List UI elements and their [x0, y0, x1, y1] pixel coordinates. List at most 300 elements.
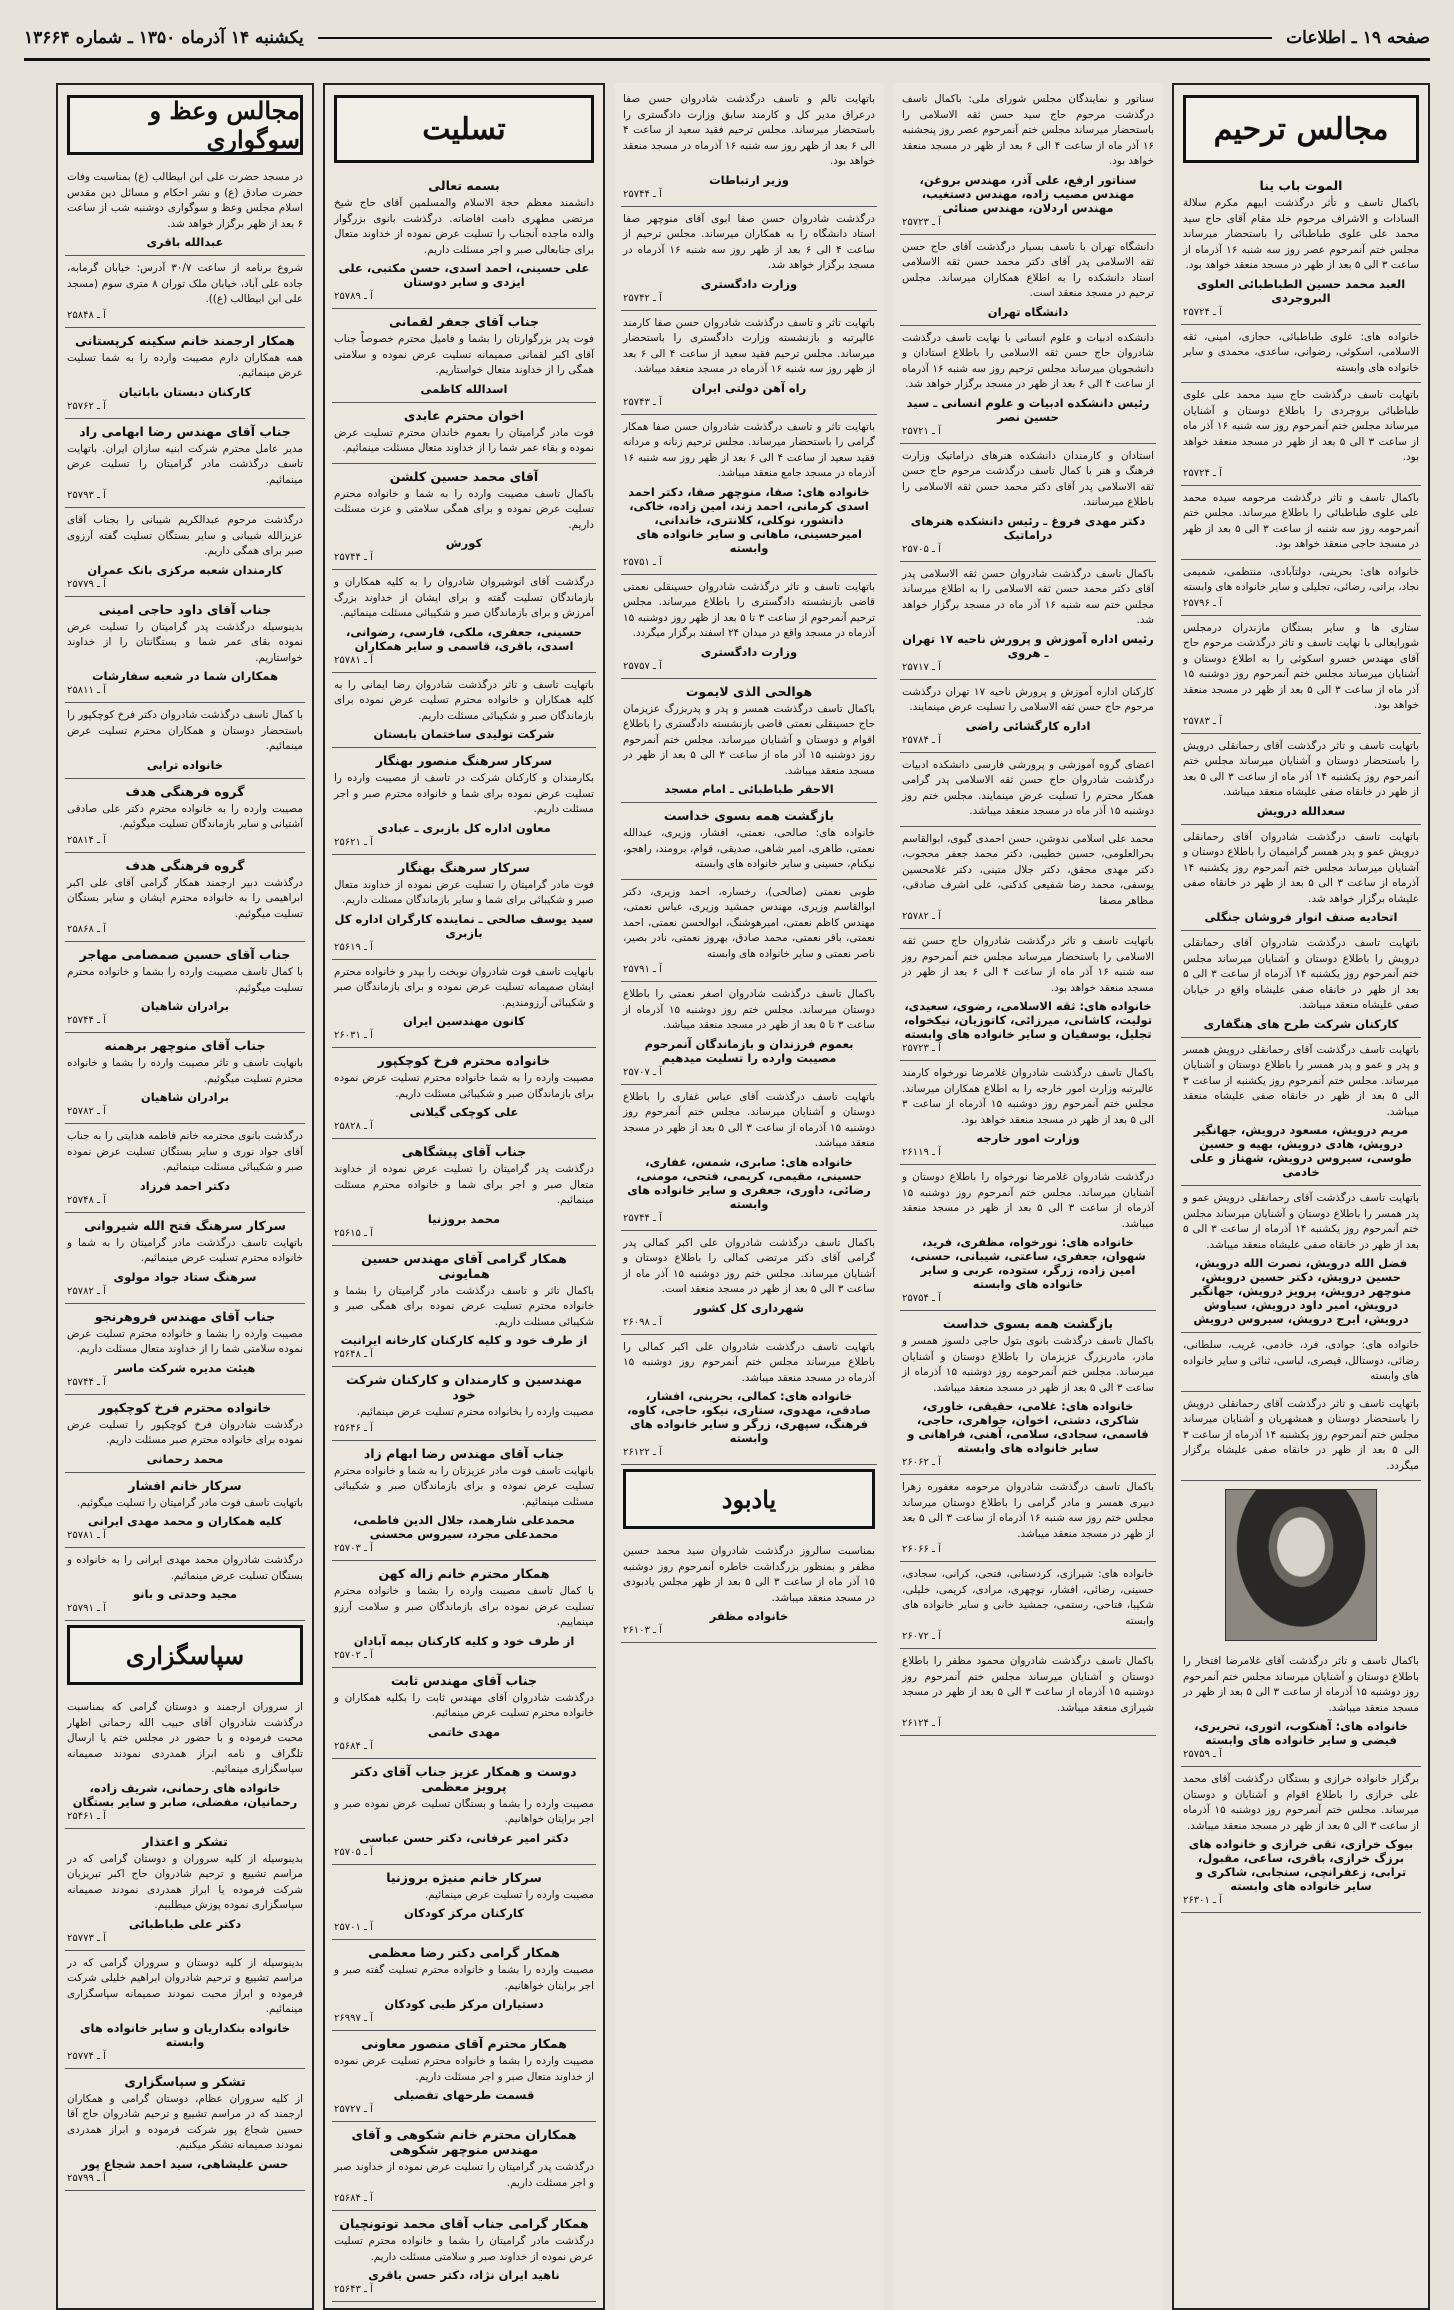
notice-code: آ ـ ۲۵۸۴۸ [67, 309, 106, 321]
notice-code: آ ـ ۲۵۷۲۴ [1183, 467, 1222, 479]
notice-code: آ ـ ۲۵۷۸۱ [67, 1530, 106, 1541]
notice-code: آ ـ ۲۵۷۲۳ [902, 216, 941, 228]
notice-item [332, 309, 596, 403]
notice-title: جناب آقای منوچهر برهمنه [104, 1038, 266, 1053]
notice-signature: مهدی خاتمی [427, 1724, 501, 1739]
notice-code: آ ـ ۲۵۷۱۷ [902, 661, 941, 673]
notice-item [332, 1441, 596, 1562]
notice-signature: کارکنان مرکز کودکان [404, 1906, 524, 1920]
notice-item [900, 753, 1156, 827]
notice-item [1181, 173, 1421, 325]
notice-title: همکار گرامی دکتر رضا معظمی [368, 1945, 560, 1960]
banner-yadbud: یادبود [623, 1469, 875, 1529]
notice-signature: خانواده های: نورخواه، مظفری، فرید، شهوان، جعفری، ساعتی، شیبانی، حسنی، امین زاده، زرگر، ستوده، عربی و سایر خانواده های وابسته [910, 1235, 1146, 1291]
notice-signature: کلیه همکاران و محمد مهدی ایرانی [87, 1514, 283, 1528]
notice-title: همکار ارجمند خانم سکینه کرپستانی [75, 332, 295, 348]
notice-title: جناب آقای جعفر لقمانی [389, 314, 539, 329]
notice-body: باتهایت تاسف و تاثر درگذشت شادروان حسینقلی نعمتی قاضی بازنشسته دادگستری را باطلاع میرساند. مجلس ترحیم آنمرحوم از ساعت ۳ تا ۵ بعد از ظهر روز دوشنبه ۱۵ آذرماه در مسجد واقع در میدان ۲۴ اسفند برگزار میگردد. [623, 580, 876, 639]
notice-code: آ ـ ۲۵۶۴۸ [334, 1349, 373, 1360]
notice-item [1181, 325, 1421, 384]
notice-signature: مجید وحدتی و بانو [132, 1587, 238, 1601]
notice-signature: از طرف خود و کلیه کارکنان کارخانه ایرانیت [340, 1333, 588, 1347]
notice-body: اعضای گروه آموزشی و پرورشی فارسی دانشکده ادبیات درگذشت شادروان حاج حسن ثقه الاسلامی پدر گرامی همکار محترم را تسلیت عرض مینمایند. مجلس ختم روز دوشنبه ۱۵ آذر ماه در مسجد منعقد میباشد. [902, 758, 1154, 817]
notice-item [332, 2031, 596, 2122]
notice-code: آ ـ ۲۵۶۸۴ [334, 1740, 373, 1752]
column-notices-2 [893, 83, 1163, 2310]
notice-signature: کورش [445, 536, 483, 550]
notice-code: آ ـ ۲۵۷۴۴ [623, 1212, 662, 1224]
notice-body: خانواده های: بحرینی، دولتآبادی، منتظمی، شمیمی نجاد، براتی، رضائی، تجلیلی و سایر خانواده های وابسته [1183, 565, 1419, 593]
notice-item [1181, 383, 1421, 486]
notice-code: آ ـ ۲۵۷۹۳ [67, 490, 106, 501]
notice-signature: مریم درویش، مسعود درویش، جهانگیر درویش، هادی درویش، بهیه و حسین طوسی، سیروس درویش، شهناز و علی خادمی [1189, 1123, 1413, 1179]
notice-code: آ ـ ۲۶۱۱۹ [902, 1147, 941, 1158]
notice-title: تشکر و اعتذار [142, 1833, 228, 1849]
notice-signature: خانواده بنکداریان و سایر خانواده های وابسته [80, 2020, 290, 2049]
notice-code: آ ـ ۲۵۷۹۱ [67, 1603, 106, 1614]
notice-signature: دکتر علی طباطبائی [128, 1916, 242, 1931]
notice-body: باتهایت تاسف فوت مادر گرامیتان را تسلیت میگوئیم. [76, 1496, 303, 1509]
notice-item [332, 2122, 596, 2211]
notice-signature: اسدالله کاظمی [420, 381, 508, 396]
notice-signature: علی حسینی، احمد اسدی، حسن مکتبی، علی ایزدی و سایر دوستان [338, 261, 590, 289]
notice-code: آ ـ ۲۵۷۹۹ [67, 2172, 106, 2184]
notice-item [900, 1562, 1156, 1649]
notice-item [332, 570, 596, 673]
notice-code: آ ـ ۲۵۷۵۱ [623, 556, 662, 568]
notice-signature: خانواده مظفر [709, 1609, 789, 1623]
notice-body: باکمال تاسف مصیبت وارده را به شما و خانواده محترم تسلیت عرض نموده و برای همگی سلامتی و عزت مسئلت داریم. [334, 487, 594, 531]
notice-body: درگذشت دبیر ارجمند همکار گرامی آقای علی اکبر ابراهیمی را به خانواده محترم ایشان و سایر بستگان تسلیت میگوئیم. [67, 876, 303, 920]
notice-title: بازگشت همه بسوی خداست [942, 1316, 1114, 1331]
issue-date: یکشنبه ۱۴ آذرماه ۱۳۵۰ ـ شماره ۱۳۶۶۴ [24, 28, 304, 48]
notice-item [621, 87, 877, 207]
notice-code: آ ـ ۲۵۷۴۴ [67, 1376, 106, 1388]
notice-body: باکمال تاسف درگذشت شادروان محمود مظفر را باطلاع دوستان و آشنایان میرساند مجلس ختم آنمرحوم روز دوشنبه ۱۵ آذرماه از ساعت ۳ الی ۵ بعد از ظهر در مسجد شیرازی منعقد میباشد. [902, 1655, 1154, 1714]
notice-body: باکمال تاسف و تاثر درگذشت آقای غلامرضا افتخار را باطلاع دوستان و آشنایان میرساند مجلس ختم آنمرحوم روز دوشنبه ۱۵ آذرماه از ساعت ۳ الی ۵ بعد از ظهر در مسجد منعقد میباشد. [1183, 1655, 1419, 1714]
notice-code: آ ـ ۲۵۶۴۳ [334, 2284, 373, 2295]
notice-signature: عبدالله باقری [146, 235, 224, 249]
yadbud-notice [621, 1539, 877, 1643]
notice-item [621, 1335, 877, 1466]
notice-code: آ ـ ۲۵۷۸۱ [334, 654, 373, 666]
notice-code: آ ـ ۲۵۷۵۴ [902, 1293, 941, 1304]
notice-body: مصیبت وارده را بشما و خانواده محترم تسلیت عرض نموده از خداوند متعال صبر و اجر مسئلت داریم. [334, 2055, 594, 2083]
notice-body: مصیبت وارده را بخانواده محترم تسلیت عرض مینمائیم. [356, 1406, 594, 1418]
notice-item [65, 1033, 305, 1124]
notice-body: باکمال تاسف درگذشت شادروان مرحومه مغفوره زهرا دبیری همسر و مادر گرامی را باطلاع دوستان میرساند مجلس ختم روز سه شنبه ۱۶ آذرماه از ساعت ۳ الی ۵ بعد از ظهر در مسجد منعقد میباشد. [902, 1481, 1154, 1540]
notice-code: آ ـ ۲۵۴۶۱ [67, 1810, 106, 1822]
notice-code: آ ـ ۲۵۷۲۴ [1183, 306, 1222, 318]
notice-body: مصیبت وارده را تسلیت عرض مینمائیم. [424, 1888, 594, 1901]
notice-signature: سناتور ارفع، علی آذر، مهندس بروغن، مهندس مصیب زاده، مهندس دستغیب، مهندس اردلان، مهندس صنائی [919, 172, 1137, 215]
notice-signature: وزارت دادگستری [700, 644, 798, 659]
notice-item [65, 1395, 305, 1473]
notice-code: آ ـ ۲۵۷۸۳ [1183, 715, 1222, 727]
notice-item [332, 1865, 596, 1941]
notice-item [332, 173, 596, 309]
notice-body: باتهایت تاسف درگذشت آقای رحمانقلی درویش همسر و پدر و عمو و پدر همسر را باطلاع دوستان و آشنایان میرساند. مجلس ختم آنمرحوم روز یکشنبه از ساعت ۳ الی ۵ بعد از ظهر در خانقاه صفی علیشاه منعقد میباشد. [1183, 1043, 1419, 1118]
notice-item [900, 1061, 1156, 1165]
notice-signature: خانواده های: صفا، منوچهر صفا، دکتر احمد اسدی کرمانی، احمد زند، امین زاده، خاکی، دانشور، نوکلی، کلانتری، خاندانی، امیرحسینی، ماهانی و سایر خانواده های وابسته [628, 484, 870, 555]
notice-body: از کلیه سروران عظام، دوستان گرامی و همکاران ارجمند که در مراسم تشییع و ترحیم شادروان حاج آقا حسین شجاع پور شرکت فرموده و ابراز همدردی نمودند صمیمانه تشکر میکنیم. [67, 2092, 303, 2151]
notice-code: آ ـ ۲۵۷۴۴ [623, 188, 662, 200]
notice-code: آ ـ ۲۶۱۲۲ [623, 1447, 662, 1458]
notice-body: درگذشت بانوی محترمه خانم فاطمه هدایتی را به جناب آقای جواد نوری و سایر بستگان تسلیت عرض نموده صبر و شکیبائی مسئلت مینمائیم. [67, 1130, 303, 1173]
notice-body: باکمال تاثر و تاسف درگذشت مادر گرامیتان را بشما و خانواده محترم تسلیت عرض نموده برای همگی صبر و شکیبائی مسئلت داریم. [334, 1284, 594, 1328]
notice-body: طوبی نعمتی (صالحی)، رخساره، احمد وزیری، دکتر ابوالقاسم وزیری، مهندس جمشید وزیری، عباس نعمتی، مهندس کاظم نعمتی، امیرهوشنگ، ابوالحسن نعمتی، احمد نعمتی، باقر نعمتی، محمد صادق، بهروز نعمتی، نادر بصیر، ناصر نعمتی و سایر خانواده های وابسته [623, 885, 875, 960]
notice-body: ستاری ها و سایر بستگان مازندران درمجلس شورایعالی با نهایت تاسف و تاثر درگذشت مرحوم حاج آقای مهندس خسرو اسکوئی را به اطلاع دوستان و آشنایان میرساند مجلس ختم آنمرحوم روز دوشنبه ۱۵ آذر ماه از ساعت ۳ الی ۵ بعد از ظهر در مسجد منعقد خواهد بود. [1183, 621, 1419, 711]
notice-title: جناب آقای پیشگاهی [401, 1144, 527, 1159]
notice-title: سرکار سرهنگ فتح الله شیروانی [84, 1217, 286, 1233]
portrait-photo [1225, 1489, 1377, 1641]
notice-signature: محمد رحمانی [146, 1451, 224, 1466]
notice-title: همکاران محترم خانم شکوهی و آقای مهندس منوچهر شکوهی [351, 2127, 577, 2157]
notice-item [900, 326, 1156, 444]
notice-item [332, 1139, 596, 1246]
notice-item [621, 575, 877, 679]
notice-item [1181, 825, 1421, 932]
notice-body: باکمال تاسف درگذشت شادروان حسن ثقه الاسلامی پدر آقای دکتر محمد حسن ثقه الاسلامی را به اطلاع میرساند مجلس ختم سه شنبه ۱۶ آذر ماه در مسجد برگزار خواهد شد. [902, 567, 1154, 626]
notice-body: مصیبت وارده را بشما و خانواده محترم تسلیت عرض نموده سلامتی شما را از خداوند متعال مسئلت داریم. [67, 1327, 303, 1355]
notice-item [332, 748, 596, 855]
notice-item [900, 1649, 1156, 1736]
notice-title: دوست و همکار عزیز جناب آقای دکتر پرویز معظمی [351, 1763, 577, 1794]
page-label: صفحه ۱۹ ـ اطلاعات [1286, 28, 1430, 48]
banner-sepas: سپاسگزاری [67, 1625, 303, 1685]
notice-code: آ ـ ۲۵۸۲۸ [334, 1121, 373, 1132]
notice-item [621, 207, 877, 311]
notice-item [900, 680, 1156, 753]
notice-code: آ ـ ۲۵۷۹۶ [1183, 597, 1222, 609]
notice-code: آ ـ ۲۶۹۹۷ [334, 2013, 373, 2024]
notice-item [1181, 1649, 1421, 1767]
notice-signature: خانواده ترابی [146, 757, 224, 772]
notice-code: آ ـ ۲۶۰۳۱ [334, 1030, 373, 1041]
notice-body: خانواده های: جوادی، فرد، خادمی، غریب، سلطانی، رضائی، دوستالل، قیصری، لباسی، ثنائی و سایر خانواده های وابسته [1183, 1339, 1419, 1382]
notice-signature: هیئت مدیره شرکت ماسر [114, 1360, 256, 1375]
notice-code: آ ـ ۲۵۶۲۱ [334, 836, 373, 848]
notice-code: آ ـ ۲۶۰۶۲ [902, 1457, 941, 1468]
notice-item [621, 880, 877, 983]
notice-body: باتهایت تاسف و تاثر درگذشت آقای رحمانقلی درویش را باستحضار دوستان و آشنایان میرساند مجلس ختم آنمرحوم روز یکشنبه ۱۴ آذر ماه از ساعت ۳ الی ۵ بعد از ظهر در خانقاه صفی علیشاه منعقد میباشد. [1183, 739, 1419, 798]
notice-code: آ ـ ۲۶۰۶۶ [902, 1544, 941, 1555]
notice-body: درگذشت مرحوم عبدالکریم شیبانی را بجناب آقای عزیزالله شیبانی و سایر بستگان تسلیت گفته آرزوی صبر برای همگی داریم. [67, 514, 303, 557]
notice-item [65, 703, 305, 779]
notice-title: همکار گرامی آقای مهندس حسین همایونی [361, 1250, 567, 1281]
notice-signature: دکتر امیر عرفانی، دکتر حسن عباسی [359, 1830, 569, 1845]
notice-item [900, 1311, 1156, 1475]
notice-signature: علی کوچکی گیلانی [409, 1105, 519, 1119]
notice-item [900, 87, 1156, 235]
notice-body: مدیر عامل محترم شرکت ابنیه سازان ایران. باتهایت تاسف درگذشت مادر گرامیتان را تسلیت عرض مینمائیم. [67, 442, 303, 486]
column-obituaries [1172, 83, 1430, 2310]
notice-item [900, 562, 1156, 680]
notice-list [1181, 173, 1421, 1913]
column-notices-3 [614, 83, 884, 2310]
notice-body: بانهایت تاسف و تاثر مصیبت وارده را بشما و خانواده محترم تسلیت میگوئیم. [67, 1057, 303, 1085]
notice-code: آ ـ ۲۵۶۱۵ [334, 1227, 373, 1239]
notice-body: باکمال تاسف درگذشت همسر و پدر و پدربزرگ عزیزمان حاج حسینقلی نعمتی قاضی بازنشسته دادگستری را باطلاع اقوام و دوستان و آشنایان میرساند. مجلس ختم آنمرحوم روز دوشنبه ۱۵ آذر ماه از ساعت ۳ الی ۵ بعد از ظهر در مسجد منعقد میباشد. [623, 702, 875, 777]
notice-body: باتهایت تاسف درگذشت مادر گرامیتان را به شما و خانواده محترم تسلیت عرض مینمائیم. [67, 1236, 303, 1264]
notice-body: درگذشت پدر گرامیتان را تسلیت عرض نموده از خداوند متعال صبر و اجر برای شما و خانواده محترم مسئلت مینمائیم. [334, 1163, 594, 1206]
notice-body: باکمال تاسف درگذشت شادروان غلامرضا نورخواه کارمند عالیرتبه وزارت امور خارجه را به اطلاع همکاران میرساند. مجلس ختم آنمرحوم روز دوشنبه ۱۵ آذرماه از ساعت ۳ الی ۵ بعد از ظهر در مسجد منعقد خواهد بود. [902, 1067, 1154, 1126]
notice-body: شروع برنامه از ساعت ۳۰/۷ آدرس: خیابان گرمابه، جاده علی آباد، خیابان ملک توران ۸ متری سوم (مسجد علی ابن ابیطالب (ع)). [67, 262, 304, 305]
notice-list [65, 1695, 305, 2191]
notice-body: برگزار خانواده خرازی و بستگان درگذشت آقای محمد علی خرازی را باطلاع اقوام و آشنایان و دوستان میرساند. مجلس ختم آنمرحوم روز دوشنبه ۱۵ آذرماه از ساعت ۳ الی ۵ بعد از ظهر در مسجد منعقد میباشد. [1183, 1773, 1419, 1832]
notice-title: همکار گرامی جناب آقای محمد توتونچیان [339, 2216, 589, 2231]
notice-code: آ ـ ۲۵۷۷۴ [67, 2050, 106, 2062]
notice-code: آ ـ ۲۵۷۲۱ [902, 425, 941, 437]
notice-body: باتهایت تاسف درگذشت شادروان آقای رحمانقلی درویش را باطلاع دوستان و آشنایان میرساند مجلس ختم آنمرحوم روز یکشنبه ۱۴ آذرماه از ساعت ۳ الی ۵ بعد از ظهر در خانقاه صفی علیشاه واقع در خیابان صفی علیشاه منعقد میباشد. [1183, 937, 1419, 1011]
notice-list [332, 173, 596, 2302]
notice-signature: کارکنان شرکت طرح های هنگفاری [1203, 1016, 1399, 1031]
notice-body: فوت پدر بزرگوارتان را بشما و فامیل محترم خصوصاً جناب آقای اکبر لقمانی صمیمانه تسلیت عرض نموده و سلامتی همگی را از خداوند متعال خواستاریم. [334, 333, 594, 376]
column-condolences [323, 83, 605, 2310]
masthead [24, 18, 1430, 61]
notice-signature: کارمندان شعبه مرکزی بانک عمران [87, 562, 283, 577]
notice-code: آ ـ ۲۵۷۲۳ [902, 1043, 941, 1054]
notice-body: بانهایت تاسف فوت شادروان نوبخت را بپدر و خانواده محترم ایشان صمیمانه تسلیت عرض نموده و برای بازماندگان صبر و شکیبائی آرزومندیم. [334, 965, 594, 1009]
notice-body: خانواده های: علوی طباطبائی، حجازی، امینی، ثقه الاسلامی، اسکوئی، رضوانی، ساعدی، محمدی و سایر خانواده های وابسته [1183, 330, 1419, 374]
notice-body: درگذشت شادروان فرخ کوچکپور را تسلیت عرض نموده برای خانواده محترم صبر مسئلت داریم. [67, 1418, 303, 1446]
notice-body: کارکنان اداره آموزش و پرورش ناحیه ۱۷ تهران درگذشت مرحوم حاج حسن ثقه الاسلامی را تسلیت عرض مینمایند. [902, 685, 1154, 713]
notice-signature: العبد محمد حسین الطباطبائی العلوی البروجردی [1196, 276, 1406, 305]
notice-body: باتهایت تاسف درگذشت آقای عباس غفاری را باطلاع دوستان و آشنایان میرساند. مجلس ختم آنمرحوم روز دوشنبه ۱۵ آذرماه از ساعت ۳ الی ۵ بعد از ظهر در مسجد منعقد میباشد. [623, 1090, 875, 1149]
notice-title: آقای محمد حسین کلشن [389, 468, 539, 484]
notice-code: آ ـ ۲۵۷۴۴ [334, 552, 373, 563]
notice-item [332, 1668, 596, 1759]
notice-signature: سعدالله درویش [1256, 803, 1346, 818]
notice-body: فوت مادر گرامیتان را بعموم خاندان محترم تسلیت عرض نموده و بقاء عمر شما را از خداوند متعال مسئلت مینمائیم. [334, 426, 594, 454]
notice-signature: معاون اداره کل بازبری ـ عبادی [377, 820, 551, 835]
notice-item [900, 444, 1156, 562]
notice-title: اخوان محترم عابدی [403, 407, 525, 423]
notice-signature: خانواده های: آهنکوب، اتوری، تحریری، فیضی و سایر خانواده های وابسته [1194, 1719, 1408, 1747]
notice-code: آ ـ ۲۵۷۲۷ [334, 2104, 373, 2115]
notice-item [1181, 1767, 1421, 1913]
notice-item [65, 853, 305, 943]
notice-item [621, 311, 877, 415]
notice-signature: رئیس دانشکده ادبیات و علوم انسانی ـ سید حسین نصر [906, 395, 1150, 424]
notice-item [621, 1085, 877, 1231]
notice-code: آ ـ ۲۵۷۰۵ [902, 543, 941, 555]
notice-body: باتهایت تاسف و تاثر درگذشت شادروان رضا ایمانی را به کلیه همکاران و خانواده محترم تسلیت عرض نموده برای بازماندگان صبر و شکیبائی مسئلت داریم. [334, 678, 594, 722]
notice-title: جناب آقای حسین صمصامی مهاجر [79, 947, 291, 962]
banner-vaz: مجالس وعظ و سوگواری [67, 95, 303, 155]
notice-signature: خانواده های رحمانی، شریف زاده، رحمانیان، مفضلی، صابر و سایر بستگان [72, 1780, 298, 1809]
notice-signature: برادران شاهیان [140, 1090, 230, 1104]
notice-title: جناب آقای مهندس رضا ابهامی راد [79, 423, 291, 439]
notice-title: همکار محترم آقای منصور معاونی [361, 2036, 567, 2051]
notice-item [621, 415, 877, 575]
notice-body: با کمال تاسف مصیبت وارده را بشما و خانواده محترم تسلیت عرض نموده برای بازماندگان صبر و سلامت آرزو مینماییم. [334, 1585, 594, 1628]
notice-title: مهندسین و کارمندان و کارکنان شرکت خود [346, 1372, 582, 1402]
notice-signature: دکتر احمد فرزاد [139, 1178, 231, 1193]
notice-item [332, 855, 596, 960]
notice-title: سرکار خانم افشار [128, 1477, 242, 1493]
notice-signature: برادران شاهیان [140, 999, 230, 1013]
notice-code: آ ـ ۲۵۷۰۱ [334, 1922, 373, 1933]
notice-code: آ ـ ۲۵۷۴۳ [623, 396, 662, 408]
notice-body: مصیبت وارده را بشما و خانواده محترم تسلیت گفته صبر و اجر برایتان خواهانیم. [334, 1964, 594, 1992]
columns-grid [24, 83, 1430, 2295]
notice-item [621, 679, 877, 804]
notice-item [900, 1165, 1156, 1311]
notice-code: آ ـ ۲۵۷۰۵ [334, 1846, 373, 1858]
notice-code: آ ـ ۲۵۷۸۴ [902, 734, 941, 746]
notice-title: جناب آقای مهندس فروهرنجو [94, 1308, 276, 1324]
notice-body: باتهایت تاسف درگذشت شادروان علی اکبر کمالی را باطلاع میرساند مجلس ختم آنمرحوم روز دوشنبه ۱۵ آذرماه در مسجد منعقد میباشد. [623, 1340, 875, 1384]
column-sermons-thanks [56, 83, 314, 2310]
notice-body: باتهایت تالم و تاسف درگذشت شادروان حسن صفا درعراق مدیر کل و کارمند سابق وزارت دادگستری را باستحضار میرساند. مجلس ترحیم فقید سعید از ساعت ۴ الی ۶ بعد از ظهر روز سه شنبه ۱۶ آذرماه در مسجد منعقد خواهد بود. [623, 93, 875, 167]
notice-signature: دستیاران مرکز طبی کودکان [384, 1997, 544, 2011]
notice-item [332, 960, 596, 1049]
notice-code: آ ـ ۲۵۷۸۲ [67, 1106, 106, 1117]
notice-body: باکمال تاسف درگذشت بانوی بتول حاجی دلسوز همسر و مادر، مادربزرگ عزیزمان را باطلاع دوستان و آشنایان میرساند. مجلس ختم آنمرحومه روز دوشنبه ۱۵ آذرماه از ساعت ۳ الی ۵ بعد از ظهر در مسجد منعقد میباشد. [902, 1335, 1155, 1394]
notice-signature: حسن علیشاهی، سید احمد شجاع پور [81, 2156, 289, 2171]
notice-body: باکمال تاسف درگذشت شادروان علی اکبر کمالی پدر گرامی آقای دکتر مرتضی کمالی را باطلاع دوستان و آشنایان میرساند. مجلس ختم روز دوشنبه ۱۵ آذر ماه از ساعت ۳ الی ۵ بعد از ظهر در مسجد منعقد است. [623, 1236, 875, 1295]
notice-signature: محمدعلی شارهمد، جلال الدین فاطمی، محمدعلی مجرد، سیروس محسنی [353, 1513, 575, 1541]
notice-item [65, 1548, 305, 1621]
notice-item [65, 419, 305, 509]
notice-body: مصیبت وارده را بشما و بستگان تسلیت عرض نموده صبر و اجر برایتان خواهانیم. [334, 1797, 594, 1825]
notice-body: درگذشت آقای انوشیروان شادروان را به کلیه همکاران و بازماندگان تسلیت گفته و برای ایشان از خداوند بزرگ آمرزش و برای بازماندگان صبر و شکیبائی مسئلت مینمائیم. [334, 576, 594, 619]
notice-body: درگذشت شادروان غلامرضا نورخواه را باطلاع دوستان و آشنایان میرساند. مجلس ختم آنمرحوم روز دوشنبه ۱۵ آذرماه از ساعت ۳ الی ۵ بعد از ظهر در مسجد منعقد میباشد. [902, 1171, 1154, 1230]
notice-item [65, 1695, 305, 1829]
notice-code: آ ـ ۲۵۷۷۹ [67, 578, 106, 590]
notice-item [65, 1951, 305, 2069]
notice-signature: الاحقر طباطبائی ـ امام مسجد [664, 782, 834, 796]
notice-code: آ ـ ۲۵۷۹۱ [623, 964, 662, 975]
notice-item [1181, 1186, 1421, 1333]
notice-title: سرکار سرهنگ منصور بهنگار [375, 753, 553, 768]
notice-title: همکار محترم خانم زاله کهن [378, 1566, 550, 1581]
notice-signature: از طرف خود و کلیه کارکنان بیمه آبادان [353, 1633, 575, 1648]
notice-signature: خانواده های: غلامی، حقیقی، خاوری، شاکری، دشتی، اخوان، جواهری، حاجی، قاسمی، سجادی، سلامی، آهنی، فراهانی و سایر خانواده های وابسته [907, 1399, 1149, 1455]
masthead-rule [318, 37, 1272, 39]
notice-body: باتهایت تاثر و تاسف درگذشت شادروان حسن صفا همکار گرامی را باستحضار میرساند. مجلس ترحیم زنانه و مردانه فقید سعید از ساعت ۴ الی ۶ بعد از ظهر روز سه شنبه ۱۶ آذرماه در مسجد جامع منعقد میباشد. [623, 420, 876, 479]
notice-item [65, 1304, 305, 1395]
notice-title: خانواده محترم فرخ کوچکپور [377, 1053, 551, 1068]
notice-signature: سرهنگ ستاد جواد مولوی [113, 1269, 257, 1284]
notice-signature: قسمت طرحهای تفصیلی [393, 2088, 535, 2102]
notice-title: بازگشت همه بسوی خداست [663, 808, 835, 823]
notice-code: آ ـ ۲۵۷۰۲ [334, 1649, 373, 1661]
banner-taslit: تسلیت [334, 95, 594, 163]
notice-item [621, 1231, 877, 1335]
notice-item [65, 1124, 305, 1213]
notice-title: جناب آقای مهندس رضا ابهام زاد [363, 1445, 565, 1461]
notice-item [65, 256, 305, 328]
notice-signature: حسینی، جعفری، ملکی، فارسی، رضوانی، اسدی، باقری، قاسمی و سایر همکاران [345, 624, 582, 653]
notice-code: آ ـ ۲۵۷۴۴ [67, 1015, 106, 1026]
notice-body: استادان و کارمندان دانشکده هنرهای دراماتیک وزارت فرهنگ و هنر با کمال تاسف درگذشت مرحوم حاج حسن ثقه الاسلامی پدر آقای دکتر محمد حسن ثقه الاسلامی را باطلاع میرسانند. [902, 449, 1154, 508]
notice-item [1181, 616, 1421, 734]
notice-code: آ ـ ۲۵۸۱۱ [67, 685, 106, 696]
notice-item [1181, 734, 1421, 825]
notice-body: باتهایت تاسف درگذشت آقای رحمانقلی درویش عمو و پدر همسر را باطلاع دوستان و آشنایان میرساند مجلس ختم آنمرحوم روز یکشنبه ۱۴ آذرماه از ساعت ۳ الی ۵ بعد از ظهر در خانقاه صفی علیشاه منعقد میباشد. [1183, 1192, 1419, 1251]
notice-item [332, 1759, 596, 1865]
notice-body: مصیبت وارده را به شما خانواده محترم تسلیت عرض نموده برای بازماندگان صبر و شکیبائی مسئلت داریم. [334, 1072, 594, 1100]
notice-item [332, 1367, 596, 1441]
notice-item [65, 165, 305, 256]
notice-body: باتهایت تاسف درگذشت حاج سید محمد علی علوی طباطبائی بروجردی را باطلاع دوستان و آشنایان میرساند مجلس ختم آنمرحوم روز سه شنبه ۱۶ آذر ماه از ساعت ۳ الی ۵ بعد از ظهر در مسجد منعقد خواهد بود. [1183, 389, 1419, 463]
notice-code: آ ـ ۲۵۶۸۴ [334, 2193, 373, 2204]
notice-item [332, 1246, 596, 1368]
notice-item [1181, 486, 1421, 560]
notice-item [332, 1940, 596, 2031]
notice-body: باتهایت تاثر و تاسف درگذشت شادروان حسن صفا کارمند عالیرتبه و بازنشسته وزارت دادگستری را باستحضار میرساند. مجلس ترحیم فقید سعید از ساعت ۴ الی ۶ بعد از ظهر روز سه شنبه ۱۶ آذرماه در مسجد منعقد میباشد. [623, 316, 875, 375]
notice-title: گروه فرهنگی هدف [125, 783, 245, 799]
notice-item [65, 1829, 305, 1951]
notice-code: آ ـ ۲۵۷۰۷ [623, 1066, 662, 1078]
notice-body: درگذشت مادر گرامیتان را بشما و خانواده محترم تسلیت عرض نموده از خداوند صبر و سلامتی مسئلت داریم. [334, 2235, 594, 2263]
notice-signature: شرکت تولیدی ساختمان بابستان [373, 727, 555, 741]
notice-body: باکمال تاسف و تاثر درگذشت مرحومه سیده محمد علی علوی طباطبائی را باطلاع میرساند. مجلس ختم آنمرحومه روز سه شنبه از ساعت ۳ الی ۵ بعد از ظهر در مسجد حاجی منعقد خواهد بود. [1183, 491, 1420, 550]
notice-signature: خانواده های: کمالی، بحرینی، افشار، صادقی، مهدوی، ستاری، نیکو، حاجی، کاوه، فرهنگ، سپهری، زرگر و سایر خانواده های وابسته [627, 1389, 871, 1445]
notice-body: باتهایت تاسف درگذشت شادروان آقای رحمانقلی درویش عمو و پدر همسر گرامیمان را باطلاع دوستان و آشنایان میرساند مجلس ختم آنمرحوم روز یکشنبه ۱۴ آذرماه از ساعت ۳ الی ۵ بعد از ظهر در خانقاه صفی علیشاه برگزار خواهد شد. [1183, 830, 1419, 905]
notice-item [1181, 1038, 1421, 1187]
notice-body: در مسجد حضرت علی ابن ابیطالب (ع) بمناسبت وفات حضرت صادق (ع) و نشر احکام و مسائل دین مقدس اسلام مجلس وعظ و سوگواری دوشنبه شب از ساعت ۶ بعد از ظهر برگزار خواهد شد. [67, 171, 303, 230]
notice-signature: وزارت امور خارجه [976, 1131, 1080, 1145]
notice-signature: کارکنان دبستان باباتیان [118, 384, 252, 399]
notice-item [65, 508, 305, 597]
notice-code: آ ـ ۲۶۳۰۱ [1183, 1895, 1222, 1906]
notice-body: باکمال تاسف درگذشت شادروان اصغر نعمتی را باطلاع دوستان میرساند. مجلس ختم روز دوشنبه ۱۵ آذرماه از ساعت ۳ تا ۵ بعد از ظهر در مسجد منعقد میباشد. [623, 988, 875, 1031]
notice-signature: سید یوسف صالحی ـ نماینده کارگران اداره کل بازبری [334, 911, 594, 940]
notice-item [332, 1561, 596, 1668]
notice-body: درگذشت پدر گرامیتان را تسلیت عرض نموده از خداوند صبر و اجر مسئلت داریم. [334, 2161, 594, 2189]
notice-code: آ ـ ۲۵۶۴۶ [334, 1422, 373, 1434]
notice-item [621, 982, 877, 1085]
notice-signature: محمد بروزنیا [427, 1211, 501, 1226]
notice-item [65, 779, 305, 853]
notice-title: جناب آقای مهندس ثابت [391, 1672, 537, 1688]
notice-item [900, 235, 1156, 326]
notice-body: درگذشت شادروان محمد مهدی ایرانی را به خانواده و بستگان تسلیت عرض مینمائیم. [67, 1554, 303, 1582]
notice-item [65, 597, 305, 704]
notice-item [621, 803, 877, 880]
notice-code: آ ـ ۲۶۱۰۳ [623, 1625, 662, 1636]
notice-title: تشکر و سپاسگزاری [124, 2073, 246, 2089]
notice-signature: وزیر ارتباطات [709, 172, 789, 187]
notice-body: با کمال تاسف مصیبت وارده را بشما و خانواده محترم تسلیت میگوئیم. [67, 966, 303, 994]
notice-code: آ ـ ۲۵۷۵۹ [1183, 1749, 1222, 1760]
notice-code: آ ـ ۲۶۰۷۲ [902, 1631, 941, 1642]
notice-body: بدینوسیله درگذشت پدر گرامیتان را تسلیت عرض نموده بقای عمر شما و بستگانتان را از خداوند خواستاریم. [67, 620, 303, 664]
notice-body: مصیبت وارده را به خانواده محترم دکتر علی صادقی آشتیانی و سایر بازماندگان تسلیت میگوئیم. [67, 802, 303, 830]
notice-title: الموت باب ینا [1259, 178, 1343, 193]
notice-item [1181, 1333, 1421, 1392]
notice-title: سرکار سرهنگ بهنگار [398, 859, 530, 875]
notice-item [65, 328, 305, 419]
notice-item [332, 673, 596, 749]
notice-code: آ ـ ۲۵۸۶۸ [67, 924, 106, 935]
notice-title: سرکار خانم منیژه بروزنیا [386, 1869, 542, 1885]
notice-signature: ناهید ایران نژاد، دکتر حسن باقری [368, 2268, 560, 2282]
notice-body: درگذشت شادروان حسن صفا ابوی آقای منوچهر صفا استاد دانشگاه را به همکاران میرساند. مجلس ترحیم از ساعت ۴ الی ۶ بعد از ظهر روز سه شنبه ۱۶ آذرماه در مسجد برگزار خواهد شد. [623, 212, 876, 271]
notice-signature: فضل الله درویش، نصرت الله درویش، حسین درویش، دکتر حسین درویش، منوچهر درویش، پرویز درویش، جهانگیر درویش، امیر داود درویش، سیاوش درویش، ایرج درویش، سیروس درویش [1190, 1256, 1412, 1326]
notice-signature: کانون مهندسین ایران [403, 1014, 525, 1028]
notice-item [65, 942, 305, 1033]
notice-body: باتهایت تاسف و تاثر درگذشت آقای رحمانقلی درویش را باستحضار دوستان و همشهریان و آشنایان میرساند مجلس ختم آنمرحوم روز یکشنبه ۱۴ آذرماه از ساعت ۳ الی ۵ بعد از ظهر در خانقاه صفی علیشاه برگزار میگردد. [1183, 1397, 1419, 1472]
notice-title: جناب آقای داود حاجی امینی [98, 601, 272, 617]
notice-code: آ ـ ۲۵۷۷۳ [67, 1932, 106, 1944]
notice-body: بانهایت تاسف فوت مادر عزیزتان را به شما و خانواده محترم تسلیت عرض نموده و برای بازماندگان صبر و شکیبائی مسئلت مینمائیم. [334, 1464, 594, 1508]
notice-code: آ ـ ۲۵۸۱۴ [67, 834, 106, 846]
notice-body: باکمال تاسف و تأثر درگذشت ابیهم مکرم سلالة السادات و الاشراف مرحوم خلد مقام آقای حاج سید محمد علی علوی طباطبائی را باستحضار میرساند مجلس ختم آنمرحوم عصر روز سه شنبه ۱۶ آذرماه از ساعت ۳ الی ۵ بعد از ظهر در مسجد منعقد خواهد بود. [1183, 197, 1419, 271]
